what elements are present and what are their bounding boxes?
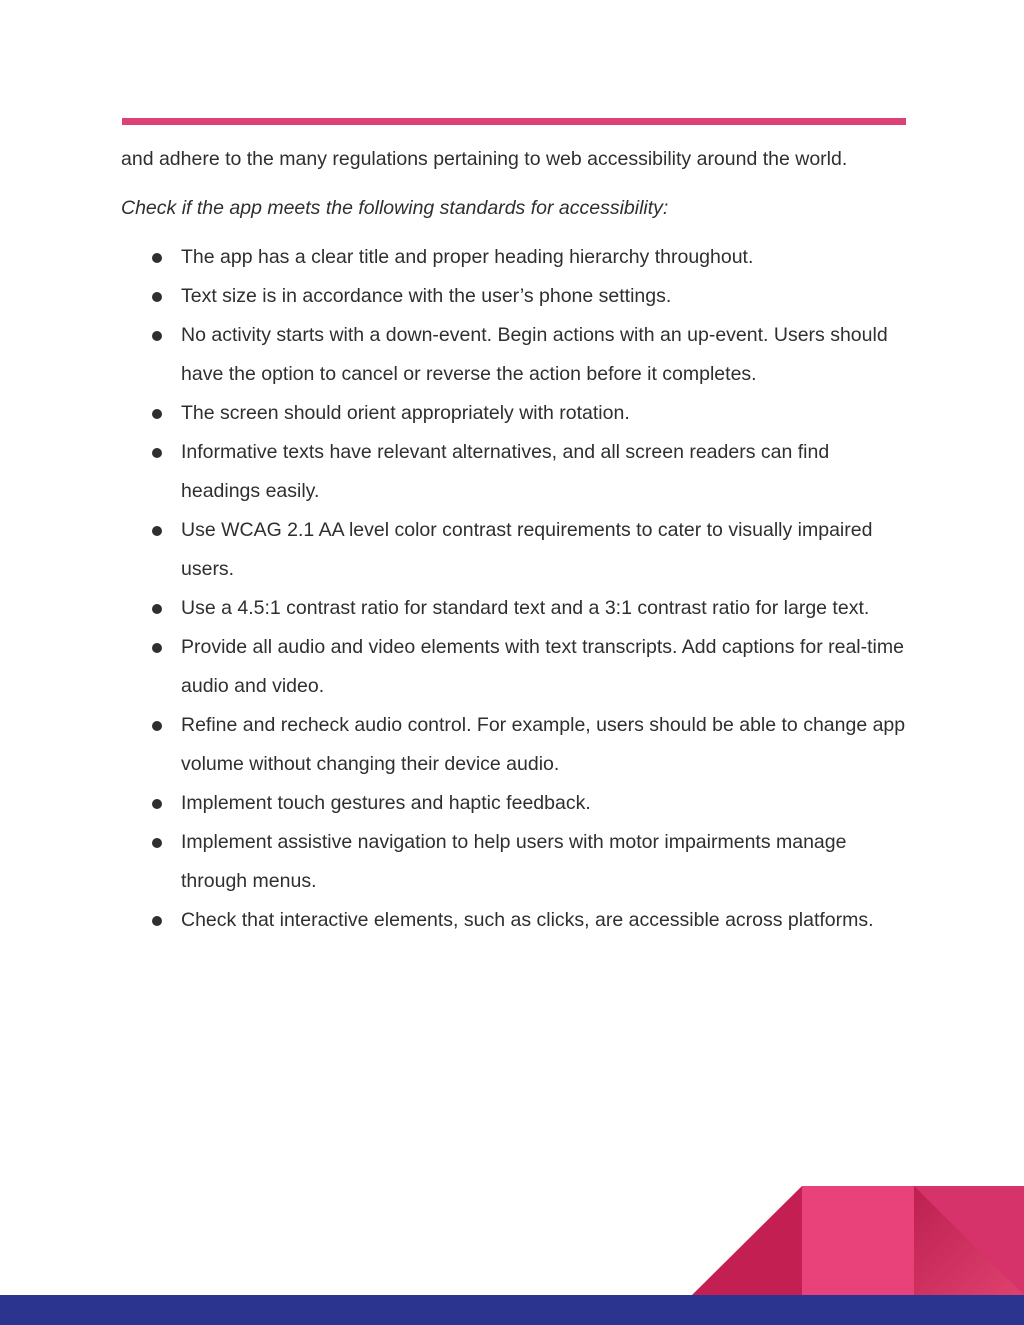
bullet-icon bbox=[152, 643, 162, 653]
accessibility-checklist bbox=[121, 238, 911, 940]
bullet-icon bbox=[152, 721, 162, 731]
list-item bbox=[121, 394, 911, 433]
list-item-text: Implement assistive navigation to help users with motor impairments manage through menus. bbox=[181, 831, 847, 892]
list-item bbox=[121, 238, 911, 277]
list-item bbox=[121, 433, 911, 511]
list-item bbox=[121, 784, 911, 823]
list-item-text: The screen should orient appropriately with rotation. bbox=[181, 402, 630, 424]
bullet-icon bbox=[152, 916, 162, 926]
list-item-text: No activity starts with a down-event. Begin actions with an up-event. Users should have the option to cancel or reverse the action before it completes. bbox=[181, 324, 888, 385]
list-item bbox=[121, 316, 911, 394]
list-item-text: Use WCAG 2.1 AA level color contrast requirements to cater to visually impaired users. bbox=[181, 519, 873, 580]
bullet-icon bbox=[152, 799, 162, 809]
list-item-text: Text size is in accordance with the user’s phone settings. bbox=[181, 285, 672, 307]
bullet-icon bbox=[152, 448, 162, 458]
footer-magenta-panel bbox=[802, 1186, 914, 1295]
footer-navy-band bbox=[0, 1295, 1024, 1325]
bullet-icon bbox=[152, 409, 162, 419]
list-item bbox=[121, 511, 911, 589]
list-item-text: Provide all audio and video elements with text transcripts. Add captions for real-time audio and video. bbox=[181, 636, 904, 697]
bullet-icon bbox=[152, 526, 162, 536]
checklist-lead: Check if the app meets the following standards for accessibility: bbox=[121, 197, 669, 219]
list-item-text: Check that interactive elements, such as clicks, are accessible across platforms. bbox=[181, 909, 874, 931]
list-item bbox=[121, 823, 911, 901]
intro-paragraph: and adhere to the many regulations pertaining to web accessibility around the world. bbox=[121, 148, 848, 170]
footer-decoration bbox=[0, 1180, 1024, 1325]
list-item-text: Use a 4.5:1 contrast ratio for standard text and a 3:1 contrast ratio for large text. bbox=[181, 597, 870, 619]
list-item bbox=[121, 901, 911, 940]
list-item bbox=[121, 628, 911, 706]
bullet-icon bbox=[152, 331, 162, 341]
header-accent-rule bbox=[122, 118, 906, 125]
bullet-icon bbox=[152, 838, 162, 848]
bullet-icon bbox=[152, 604, 162, 614]
page-content bbox=[121, 140, 911, 940]
list-item-text: The app has a clear title and proper heading hierarchy throughout. bbox=[181, 246, 754, 268]
list-item bbox=[121, 277, 911, 316]
bullet-icon bbox=[152, 292, 162, 302]
list-item-text: Refine and recheck audio control. For example, users should be able to change app volume without changing their device audio. bbox=[181, 714, 906, 775]
footer-crimson-triangle bbox=[692, 1186, 802, 1295]
bullet-icon bbox=[152, 253, 162, 263]
list-item bbox=[121, 706, 911, 784]
list-item-text: Informative texts have relevant alternatives, and all screen readers can find headings easily. bbox=[181, 441, 830, 502]
list-item-text: Implement touch gestures and haptic feedback. bbox=[181, 792, 591, 814]
list-item bbox=[121, 589, 911, 628]
